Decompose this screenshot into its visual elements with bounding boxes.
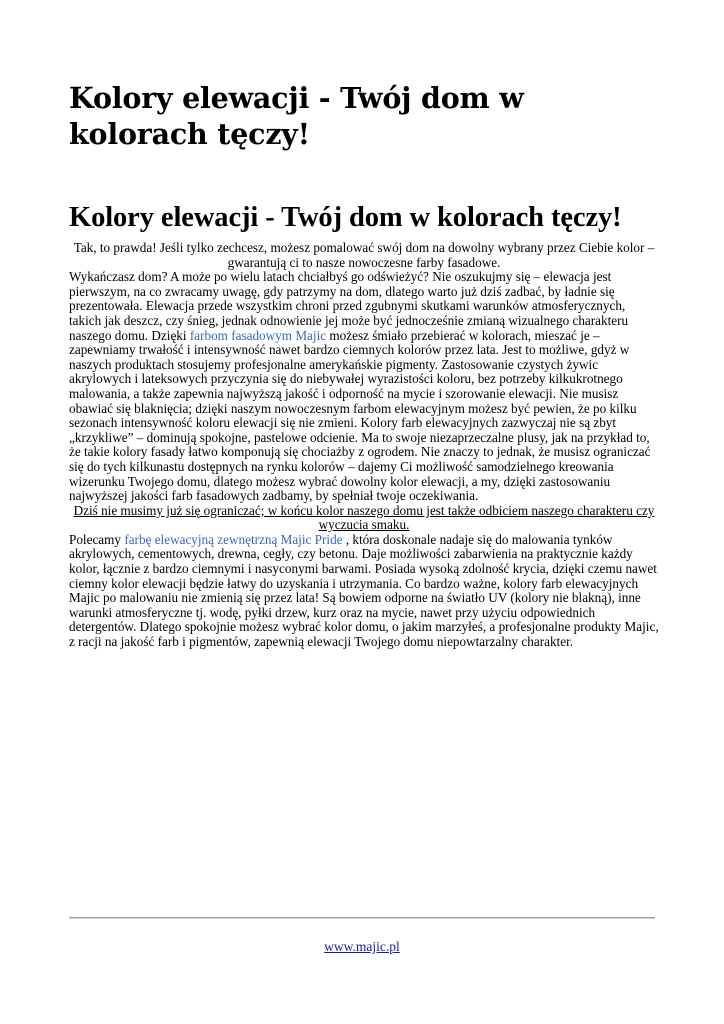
footer-divider bbox=[69, 917, 655, 919]
paragraph-recommendation bbox=[69, 533, 659, 650]
paragraph-recommendation-text-start: Polecamy bbox=[69, 531, 125, 547]
intro-paragraph: Tak, to prawda! Jeśli tylko zechcesz, możesz pomalować swój dom na dowolny wybrany przez Ciebie kolor – gwarantują ci to nasze nowoczesne farby fasadowe. bbox=[73, 240, 655, 270]
paragraph-colors-text-start: Wykańczasz dom? A może po wielu latach chciałbyś go odświeżyć? Nie oszukujmy się – elewacja jest pierwszym, na co zwracamy uwagę, gdy patrzymy na dom, dlatego warto już dziś zadbać, by ładnie się prezentowała. Elewacja przede wszystkim chroni przed zgubnymi skutkami warunków atmosferycznych, takich jak deszcz, czy śnieg, jednak odnowienie jej może być jednocześnie zmianą wizualnego charakteru naszego domu. Dzięki bbox=[69, 269, 629, 343]
article-body bbox=[69, 241, 659, 650]
paragraph-recommendation-text-end: , która doskonale nadaje się do malowania tynków akrylowych, cementowych, drewna, cegły, czy betonu. Daje możliwości zabarwienia na praktycznie każdy kolor, łącznie z bardzo ciemnymi i nasyconymi barwami. Posiada wysoką zdolność krycia, dzięki czemu nawet ciemny kolor elewacji będzie łatwy do uzyskania i utrzymania. Co bardzo ważne, kolory farb elewacyjnych Majic po malowaniu nie zmienią się przez lata! Są bowiem odporne na światło UV (kolory nie blakną), inne warunki atmosferyczne tj. wodę, pyłki drzew, kurz oraz na mycie, nawet przy użyciu odpowiednich detergentów. Dlatego spokojnie możesz wybrać kolor domu, o jakim marzyłeś, a profesjonalne produkty Majic, z racji na jakość farb i pigmentów, zapewnią elewacji Twojego domu niepowtarzalny charakter. bbox=[69, 531, 659, 650]
article bbox=[69, 200, 659, 650]
paragraph-colors bbox=[69, 270, 659, 504]
website-link[interactable]: www.majic.pl bbox=[324, 939, 400, 954]
paragraph-colors-text-end: możesz śmiało przebierać w kolorach, mieszać je – zapewniamy trwałość i intensywność nawet bardzo ciemnych kolorów przez lata. Jest to możliwe, gdyż w naszych produktach stosujemy profesjonalne amerykańskie pigmenty. Zastosowanie czystych żywic akrylowych i lateksowych przyczynia się do niebywałej wyrazistości koloru, bez potrzeby kilkukrotnego malowania, a także zapewnia najwyższą jakość i odporność na mycie i szorowanie elewacji. Nie musisz obawiać się blaknięcia; dzięki naszym nowoczesnym farbom elewacyjnym możesz być pewien, że po kilku sezonach intensywność koloru elewacji się nie zmieni. Kolory farb elewacyjnych zazwyczaj nie są zbyt „krzykliwe” – dominują spokojne, pastelowe odcienie. Ma to swoje niezaprzeczalne plusy, jak na przykład to, że takie kolory fasady łatwo komponują się chociażby z ogrodem. Nie znaczy to jednak, że musisz ograniczać się do tych kilkunastu dostępnych na rynku kolorów – dajemy Ci możliwość samodzielnego kreowania wizerunku Twojego domu, dlatego możesz wybrać dowolny kolor elewacji, a my, dzięki zastosowaniu najwyższej jakości farb fasadowych zadbamy, by spełniał twoje oczekiwania. bbox=[69, 327, 651, 504]
footer bbox=[0, 939, 724, 955]
article-heading: Kolory elewacji - Twój dom w kolorach tęczy! bbox=[69, 202, 622, 233]
highlight-sentence: Dziś nie musimy już się ograniczać; w końcu kolor naszego domu jest także odbiciem naszego charakteru czy wyczucia smaku. bbox=[73, 502, 655, 533]
page-title: Kolory elewacji - Twój dom w kolorach tęczy! bbox=[69, 81, 524, 151]
majic-pride-link[interactable]: farbę elewacyjną zewnętrzną Majic Pride bbox=[124, 531, 343, 547]
facade-paints-link[interactable]: farbom fasadowym Majic bbox=[189, 327, 327, 343]
